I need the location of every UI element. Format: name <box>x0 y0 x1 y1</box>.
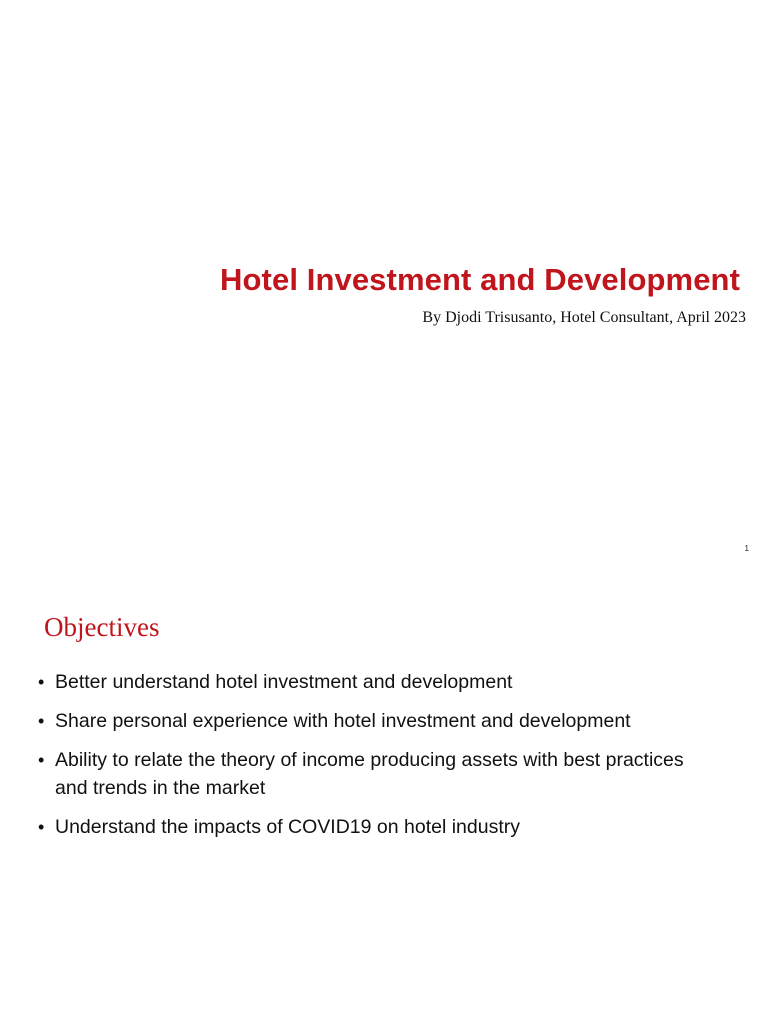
list-item-text: Understand the impacts of COVID19 on hotel industry <box>55 816 520 838</box>
objectives-heading: Objectives <box>44 612 160 642</box>
presentation-subtitle: By Djodi Trisusanto, Hotel Consultant, April 2023 <box>422 309 746 326</box>
list-item <box>38 707 698 735</box>
page-number: 1 <box>744 544 749 553</box>
list-item <box>38 813 698 841</box>
list-item <box>38 668 698 696</box>
objectives-slide <box>0 576 768 1024</box>
list-item <box>38 746 698 802</box>
bullet-icon: • <box>38 711 45 731</box>
bullet-icon: • <box>38 817 45 837</box>
presentation-title: Hotel Investment and Development <box>220 262 740 297</box>
list-item-text: Ability to relate the theory of income producing assets with best practices and trends in the market <box>55 749 684 799</box>
objectives-list <box>38 668 698 852</box>
bullet-icon: • <box>38 750 45 770</box>
list-item-text: Better understand hotel investment and development <box>55 671 513 693</box>
bullet-icon: • <box>38 672 45 692</box>
list-item-text: Share personal experience with hotel investment and development <box>55 710 631 732</box>
